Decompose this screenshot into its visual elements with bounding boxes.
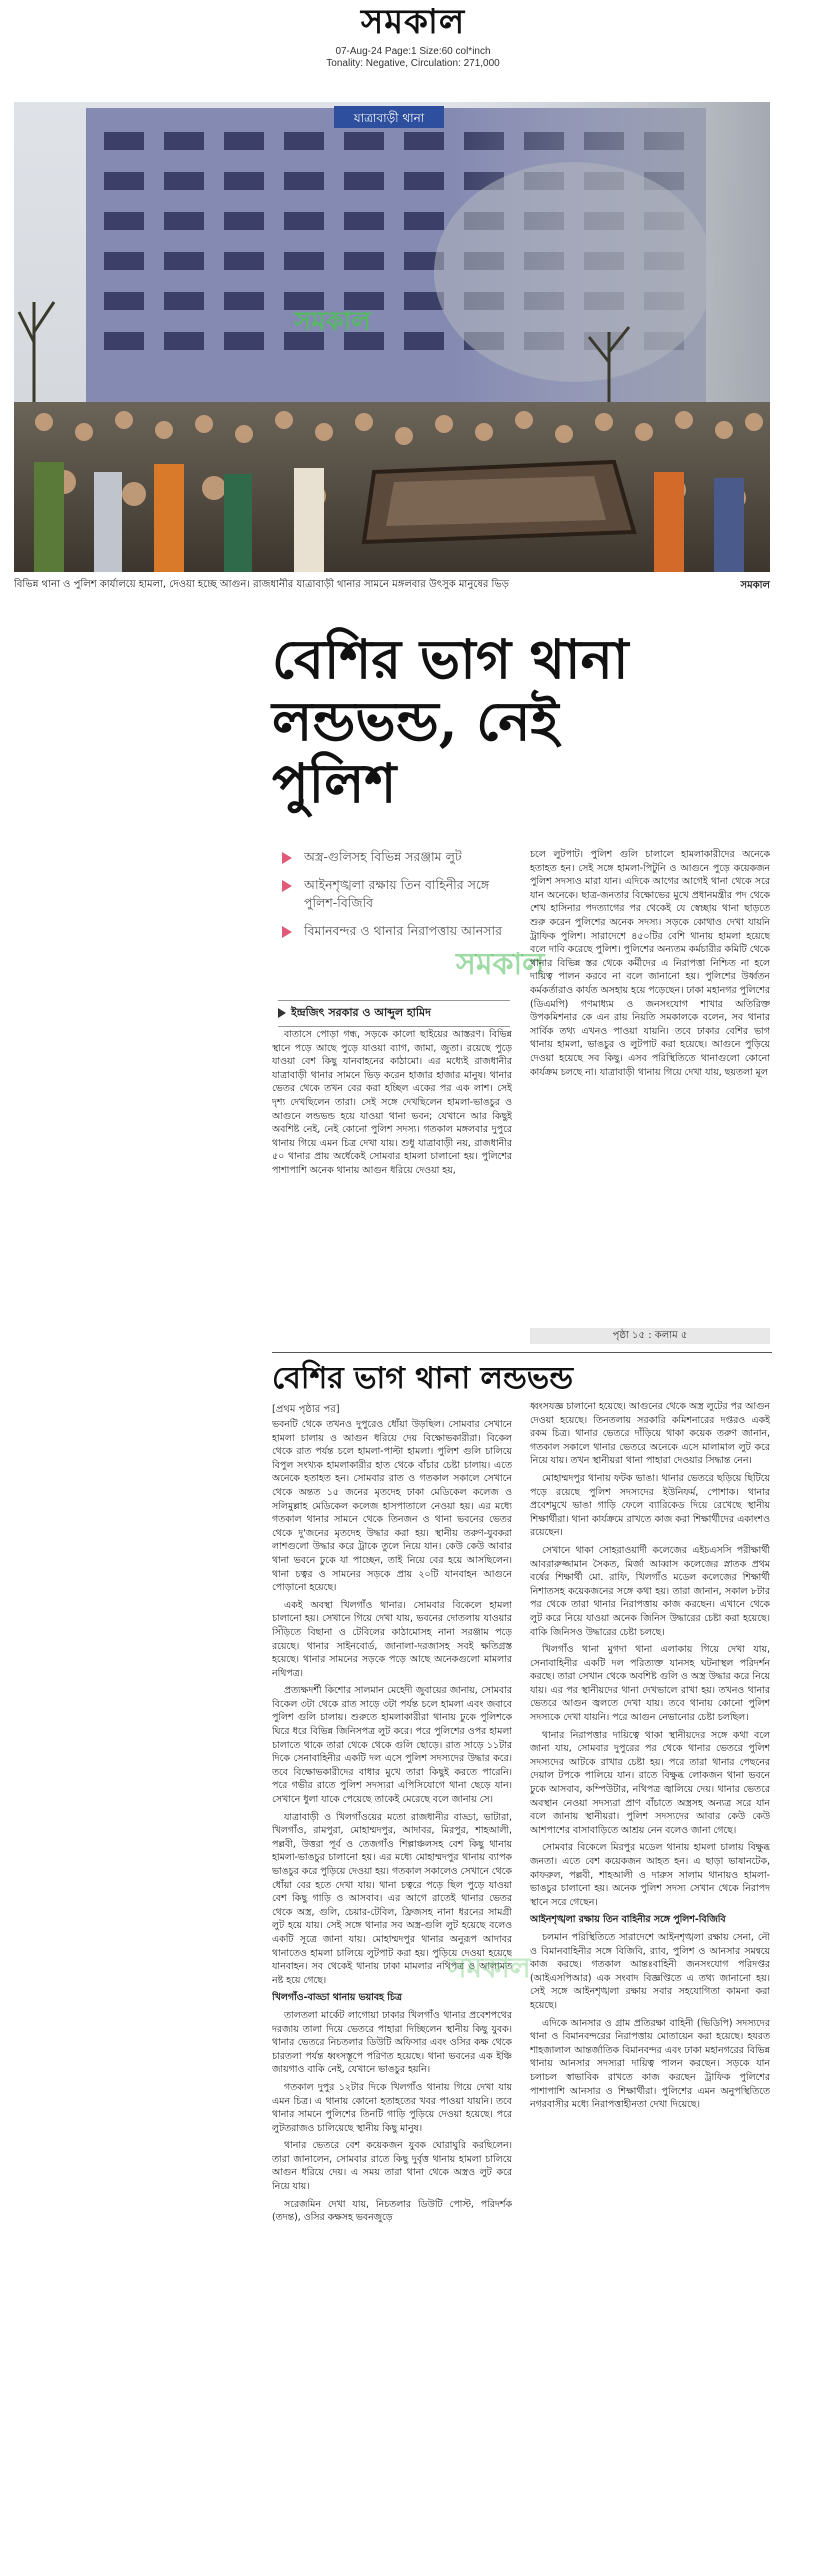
body-paragraph: গতকাল দুপুর ১২টার দিকে খিলগাঁও থানায় গিয়ে দেখা যায় এমন চিত্র। এ থানায় কোনো হতাহতের খবর পাওয়া যায়নি। তবে থানার সামনে পুলিশের তিনটি গাড়ি পুড়িয়ে দেওয়া হয়েছে। পরে লুটতরাজও চালিয়েছে স্থানীয় কিছু মানুষ। [272, 2081, 512, 2134]
highlight-item [278, 922, 506, 940]
body-paragraph: ধ্বংসযজ্ঞ চালানো হয়েছে। আগুনের থেকে অস্ত্র লুটের পর আগুন দেওয়া হয়েছে। তিনতলায় সরকারি কমিশনারের দপ্তরও একই রকম চিত্র। থানার ভেতরে দাঁড়িয়ে থাকা কয়েক তরুণ জানান, গতকাল সকালে থানার ভেতরে অনেকে এসে মালামাল লুট করে নিয়ে যায়। তখন স্থানীয়রা থানা পাহারা দেওয়ার সিদ্ধান্ত নেন। [530, 1401, 770, 1467]
article-column-4 [530, 1400, 770, 2550]
clipping-meta-line: 07-Aug-24 Page:1 Size:60 col*inch [335, 46, 491, 57]
station-sign-text: যাত্রাবাড়ী থানা [353, 111, 425, 125]
page-watermark: সমকাল [456, 947, 545, 982]
highlight-text: বিমানবন্দর ও থানার নিরাপত্তায় আনসার [304, 923, 502, 938]
body-paragraph: চলমান পরিস্থিতিতে সারাদেশে আইনশৃঙ্খলা রক্ষায় সেনা, নৌ ও বিমানবাহিনীর সঙ্গে বিজিবি, র‍্যাব, পুলিশ ও আনসার সমন্বয়ে কাজ করছে। গতকাল আন্তঃবাহিনী জনসংযোগ পরিদপ্তর (আইএসপিআর) এক সংবাদ বিজ্ঞপ্তিতে এ তথ্য জানানো হয়। সেই সঙ্গে আইনশৃঙ্খলা রক্ষায় সবার সহযোগিতা কামনা করা হয়েছে। [530, 1931, 770, 2011]
body-paragraph: থানার ভেতরে বেশ কয়েকজন যুবক ঘোরাঘুরি করছিলেন। তারা জানালেন, সোমবার রাতে কিছু দুর্বৃত্ত থানায় হামলা চালিয়ে আগুন ধরিয়ে দেয়। এ সময় তারা থানা থেকে অস্ত্রও লুট করে নিয়ে যায়। [272, 2140, 512, 2193]
byline-text: ইন্দ্রজিৎ সরকার ও আব্দুল হামিদ [291, 1006, 431, 1019]
highlight-text: অস্ত্র-গুলিসহ বিভিন্ন সরঞ্জাম লুট [304, 849, 462, 864]
article-column-2 [530, 848, 770, 1324]
body-paragraph: বাতাসে পোড়া গন্ধ, সড়কে কালো ছাইয়ের আস্তরণ। বিভিন্ন স্থানে পড়ে আছে পুড়ে যাওয়া ব্যাগ, জামা, জুতা। রয়েছে পুড়ে যাওয়া বেশ কিছু যানবাহনের কাঠামো। এর মধ্যেই রাজধানীর যাত্রাবাড়ী থানার সামনে ভিড় করেন হাজার হাজার মানুষ। থানার ভেতর থেকে তখন বের করা হচ্ছিল একের পর এক লাশ। সেই দৃশ্য দেখছিলেন তারা। সেই সঙ্গে দেখছিলেন হামলা-ভাঙচুর ও আগুনে লন্ডভন্ড হয়ে যাওয়া থানা ভবন; যেখানে আর কিছুই অবশিষ্ট নেই, নেই কোনো পুলিশ সদস্য। গতকাল মঙ্গলবার দুপুরে থানায় গিয়ে এমন চিত্র দেখা যায়। শুধু যাত্রাবাড়ী নয়, রাজধানীর ৫০ থানার প্রায় অর্ধেকেই সোমবার হামলা চালানো হয়। পুলিশের পাশাপাশি অনেক থানায় আগুন ধরিয়ে দেওয়া হয়, [272, 1029, 512, 1176]
body-paragraph: প্রত্যক্ষদর্শী কিশোর সালমান মেহেদী জুবায়ের জানায়, সোমবার বিকেল ৩টা থেকে রাত সাড়ে ৩টা পর্যন্ত চলে হামলা এবং জবাবে পুলিশ গুলি চালায়। শুরুতে হামলাকারীরা থানায় ঢুকে পুলিশকে ঘিরে ধরে বিভিন্ন জিনিসপত্র লুট করে। পরে পুলিশের ওপর হামলা চালাতে থাকে তারা থেকে থেকে গুলি ছোড়ে। রাত সাড়ে ১১টার দিকে সেনাবাহিনীর একটি দল এসে পুলিশ সদস্যদের উদ্ধার করে। তবে বিক্ষোভকারীদের বাধার মুখে তারা কিছুই করতে পারেনি। পরে গভীর রাতে পুলিশ সদস্যরা এপিসিযোগে থানা ছেড়ে যান। সেখানে ধুলা যাকে পেয়েছে তাকেই মেরেছে বলে জানায় সে। [272, 1685, 512, 1806]
section-divider [272, 1352, 772, 1353]
jump-headline: বেশির ভাগ থানা লন্ডভন্ড [272, 1361, 574, 1396]
body-paragraph: মোহাম্মদপুর থানায় ফটক ভাঙা। থানার ভেতরে ছড়িয়ে ছিটিয়ে পড়ে রয়েছে পুলিশ সদস্যদের ইউনিফর্ম, পোশাক। থানার প্রবেশমুখে ভাঙা গাড়ি ফেলে ব্যারিকেড দিয়ে রেখেছে স্থানীয় শিক্ষার্থীরা। থানা কার্যক্রমে রাখতে কাজ করা শিক্ষার্থীদের একাংশও রয়েছেন। [530, 1472, 770, 1539]
triangle-bullet-icon [282, 880, 292, 892]
body-paragraph: খিলগাঁও থানা মুগদা থানা এলাকায় গিয়ে দেখা যায়, সেনাবাহিনীর একটি দল পরিত্যক্ত যানসহ ঘটনাস্থল পরিদর্শন করছে। তারা সেখান থেকে অবশিষ্ট গুলি ও অস্ত্র উদ্ধার করে নিয়ে যায়। এর পর স্থানীয়দের থানা দেখভালে রাখা হয়। তখনও থানার ভেতরে আগুন জ্বলতে দেখা যায়। তবে থানায় কোনো পুলিশ সদস্যকে দেখা যায়নি। পরে আগুন নেভানোর চেষ্টা চলছিল। [530, 1644, 770, 1724]
newspaper-logo: সমকাল [360, 2, 466, 42]
body-paragraph: সরেজমিন দেখা যায়, নিচতলার ডিউটি পোস্ট, পরিদর্শক (তদন্ত), ওসির কক্ষসহ ভবনজুড়ে [272, 2198, 512, 2224]
triangle-bullet-icon [282, 926, 292, 938]
body-paragraph: যাত্রাবাড়ী ও খিলগাঁওয়ের মতো রাজধানীর বাড্ডা, ভাটারা, খিলগাঁও, রামপুরা, মোহাম্মদপুর, আদাবর, মিরপুর, শাহআলী, পল্লবী, উত্তরা পূর্ব ও তেজগাঁও শিল্পাঞ্চলসহ বেশ কিছু থানায় হামলা-ভাঙচুর চালানো হয়। এর মধ্যে মোহাম্মদপুর থানায় ব্যাপক ভাঙচুর করে পুড়িয়ে দেওয়া হয়। গতকাল সকালেও সেখানে থেকে ধোঁয়া বের হতে দেখা যায়। থানা চত্বরে পড়ে ছিল পুড়ে যাওয়া বেশ কিছু গাড়ি ও আসবাব। এর আগে রাতেই থানার ভেতর থেকে অস্ত্র, গুলি, চেয়ার-টেবিল, ফ্রিজসহ নানা ধরনের সামগ্রী লুট হয়ে যায়। সেই সঙ্গে থানার সব অস্ত্র-গুলি লুট হয়েছে বলেও একটি সূত্রে জানা যায়। মোহাম্মদপুর থানার অনুরূপ আদাবর থানাতেও হামলা চালিয়ে লুটপাট করা হয়। পুড়িয়ে দেওয়া হয়েছে যানবাহন। সব থেকেই থানায় ঢাকা মামলার নথিপত্র ও আলামত নষ্ট হয়ে গেছে। [272, 1811, 512, 1986]
article-headline: বেশির ভাগ থানা লন্ডভন্ড, নেই পুলিশ [272, 627, 629, 815]
body-paragraph: সেখানে থাকা সোহরাওয়ার্দী কলেজের এইচএসসি পরীক্ষার্থী আবরারুজ্জামান সৈকত, মির্জা আব্বাস কলেজের স্নাতক প্রথম বর্ষের শিক্ষার্থী মো. রাফি, খিলগাঁও মডেল কলেজের শিক্ষার্থী নিশাতসহ কয়েকজনের সঙ্গে কথা হয়। তারা জানান, সকাল ৮টার পর থেকে তারা থানার নিরাপত্তায় কাজ করছেন। এখানে থেকে লুট করে নিয়ে যাওয়া অনেক জিনিস উদ্ধারের চেষ্টা করা হয়েছে। বাকি জিনিসও উদ্ধারের চেষ্টা চলছে। [530, 1544, 770, 1638]
body-paragraph: তালতলা মার্কেট লাগোয়া ঢাকার খিলগাঁও থানার প্রবেশপথের দরজায় তালা দিয়ে ভেতরে পাহারা দিচ্ছিলেন স্থানীয় কিছু যুবক। থানার ভেতরে নিচতলার ডিউটি অফিসার এবং ওসির কক্ষ থেকে চারতলা পর্যন্ত ধ্বংসস্তূপে পরিণত হয়েছে। থানা ভবনের এক ইঞ্চি জায়গাও বাকি নেই, যেখানে ভাঙচুর হয়নি। [272, 2009, 512, 2076]
photo-watermark: সমকাল [294, 307, 371, 337]
police-station-photo [14, 102, 770, 572]
photo-caption: বিভিন্ন থানা ও পুলিশ কার্যালয়ে হামলা, দেওয়া হচ্ছে আগুন। রাজধানীর যাত্রাবাড়ী থানার সামনে মঙ্গলবার উৎসুক মানুষের ভিড় [14, 579, 509, 590]
highlight-item [278, 848, 506, 866]
body-paragraph: এদিকে আনসার ও গ্রাম প্রতিরক্ষা বাহিনী (ভিডিপি) সদস্যদের থানা ও বিমানবন্দরের নিরাপত্তায় মোতায়েন করা হয়েছে। হযরত শাহজালাল আন্তর্জাতিক বিমানবন্দর এবং ঢাকা মহানগরের বিভিন্ন থানায় আনসার সদস্যরা দায়িত্ব পালন করছেন। সড়কে যান চলাচল স্বাভাবিক রাখতে কাজ করছেন ট্রাফিক পুলিশের পাশাপাশি আনসার ও শিক্ষার্থীরা। পুলিশের এমন অনুপস্থিতিতে নগরবাসীর মধ্যে নিরাপত্তাহীনতা দেখা দিয়েছে। [530, 2017, 770, 2111]
news-photo [14, 102, 770, 572]
article-column-1 [272, 1028, 512, 1346]
highlight-text: আইনশৃঙ্খলা রক্ষায় তিন বাহিনীর সঙ্গে পুলিশ-বিজিবি [304, 877, 490, 910]
clipping-meta-line: Tonality: Negative, Circulation: 271,000 [326, 58, 500, 69]
section-subhead: আইনশৃঙ্খলা রক্ষায় তিন বাহিনীর সঙ্গে পুলিশ-বিজিবি [530, 1914, 726, 1926]
body-paragraph: চলে লুটপাট। পুলিশ গুলি চালালে হামলাকারীদের অনেকে হতাহত হন। সেই সঙ্গে হামলা-পিটুনি ও আগুনে পুড়ে কয়েকজন পুলিশ সদস্যও মারা যান। এদিকে আগের আগেই থানা থেকে সরে যান অনেকে। ছাত্র-জনতার বিক্ষোভের মুখে প্রধানমন্ত্রীর পদ থেকে শেখ হাসিনার পদত্যাগের পর থেকেই যে স্বেচ্ছায় থানা ছাড়তে শুরু করেন পুলিশের অনেক সদস্য। সড়কে কোথাও দেখা যায়নি ট্রাফিক পুলিশ। সারাদেশে ৪৫০টির বেশি থানায় হামলা হয়েছে বলে দাবি করেছে পুলিশ। পুলিশের অন্যতম কর্মচারীর কমিটি থেকে থানার বিভিন্ন স্তর থেকে কর্মীদের এ নিরাপত্তা নিশ্চিত না হলে দায়িত্ব পালন করবে না বলে জানানো হয়। পুলিশের উর্ধ্বতন কর্মকর্তারাও কার্যত অসহায় হয়ে পড়েছেন। ঢাকা মহানগর পুলিশের (ডিএমপি) গণমাধ্যম ও জনসংযোগ শাখার অতিরিক্ত উপকমিশনার কে এন রায় নিয়তি সমকালকে বলেন, সব থানার সার্বিক তথ্য এখনও পাওয়া যায়নি। তবে ঢাকার বেশির ভাগ থানায় হামলা, ভাঙচুর ও লুটপাট করা হয়েছে। আগুনে পুড়িয়ে দেওয়া হয়েছে সব কিছু। এসব পরিস্থিতিতে থানাগুলো কোনো কার্যক্রম চলছে না। যাত্রাবাড়ী থানায় গিয়ে দেখা যায়, ছয়তলা মূল [530, 849, 770, 1078]
body-paragraph: থানার নিরাপত্তার দায়িত্বে থাকা স্থানীয়দের সঙ্গে কথা বলে জানা যায়, সোমবার দুপুরের পর থেকে থানার ভেতরে পুলিশ সদস্যদের আটকে রাখার চেষ্টা হয়। পরে তারা থানার পেছনের দেয়াল টপকে পালিয়ে যান। রাতে বিক্ষুব্ধ লোকজন থানা ভবনে ঢুকে আসবাব, কম্পিউটার, নথিপত্র জ্বালিয়ে দেয়। থানার ভেতরে অবস্থান নেওয়া সদস্যরা প্রাণ বাঁচাতে অস্ত্রসহ অন্যত্র সরে যান বলে জানায় স্থানীয়রা। পুলিশ সদস্যদের আবার কেউ কেউ আশপাশের বাসাবাড়িতে আশ্রয় নেন বলেও জানা গেছে। [530, 1729, 770, 1836]
body-paragraph: সোমবার বিকেলে মিরপুর মডেল থানায় হামলা চালায় বিক্ষুব্ধ জনতা। এতে বেশ কয়েকজন আহত হন। এ ছাড়া ভাষানটেক, কাফরুল, পল্লবী, শাহআলী ও দারুস সালাম থানায়ও হামলা-ভাঙচুর চালানো হয়। অনেক পুলিশ সদস্য সেখান থেকে নিরাপদ স্থানে সরে গেছেন। [530, 1842, 770, 1908]
byline-marker-icon [278, 1008, 286, 1018]
photo-credit: সমকাল [740, 580, 770, 591]
byline [278, 1000, 510, 1027]
continued-on-page-label: পৃষ্ঠা ১৫ : কলাম ৫ [530, 1328, 770, 1344]
jump-note: [প্রথম পৃষ্ঠার পর] [272, 1404, 340, 1415]
page-watermark: সমকাল [448, 1951, 531, 1984]
section-subhead: খিলগাঁও-বাড্ডা থানায় ভয়াবহ চিত্র [272, 1992, 402, 2004]
highlights-list [278, 848, 506, 950]
body-paragraph: ভবনটি থেকে তখনও দুপুরেও ধোঁয়া উড়ছিল। সোমবার সেখানে হামলা চালায় ও আগুন ধরিয়ে দেয় বিক্ষোভকারীরা। বিকেল থেকে রাত পর্যন্ত চলে হামলা-পাল্টা হামলা। পুলিশ গুলি চালিয়ে বিপুল সংখ্যক হামলাকারীর হাত থেকে বাঁচার চেষ্টা চালায়। এতে অনেকে হতাহত হন। সোমবার রাত ও গতকাল সকালে সেখানে থেকে অন্তত ১৫ জনের মৃতদেহ ঢাকা মেডিকেল কলেজ ও সলিমুল্লাহ মেডিকেল কলেজ হাসপাতালে নেওয়া হয়। এর মধ্যে গতকাল থানার সামনে থেকে তিনজন ও থানা ভবনের ভেতর থেকে দু'জনের মৃতদেহ উদ্ধার করা হয়। স্থানীয় তরুণ-যুবকরা লাশগুলো উদ্ধার করে ট্রাকে তুলে নিয়ে যান। কেউ কেউ আবার থানা ভবনে ঢুকে যা পাচ্ছেন, তাই নিয়ে বের হয়ে আসছিলেন। থানা চত্বর ও সামনের সড়কে প্রায় ২০টি যানবাহন আগুনে পোড়ানো হয়েছে। [272, 1419, 512, 1594]
body-paragraph: একই অবস্থা খিলগাঁও থানার। সোমবার বিকেলে হামলা চালানো হয়। সেখানে গিয়ে দেখা যায়, ভবনের দোতলায় যাওয়ার সিঁড়িতে বিছানা ও টেবিলের কাঠামোসহ নানা সরঞ্জাম পড়ে রয়েছে। থানার সাইনবোর্ড, জানালা-দরজাসহ সবই ক্ষতিগ্রস্ত হয়েছে। থানার সামনের সড়কে পড়ে আছে অনেকগুলো মামলার নথিপত্র। [272, 1599, 512, 1679]
triangle-bullet-icon [282, 852, 292, 864]
highlight-item [278, 876, 506, 912]
